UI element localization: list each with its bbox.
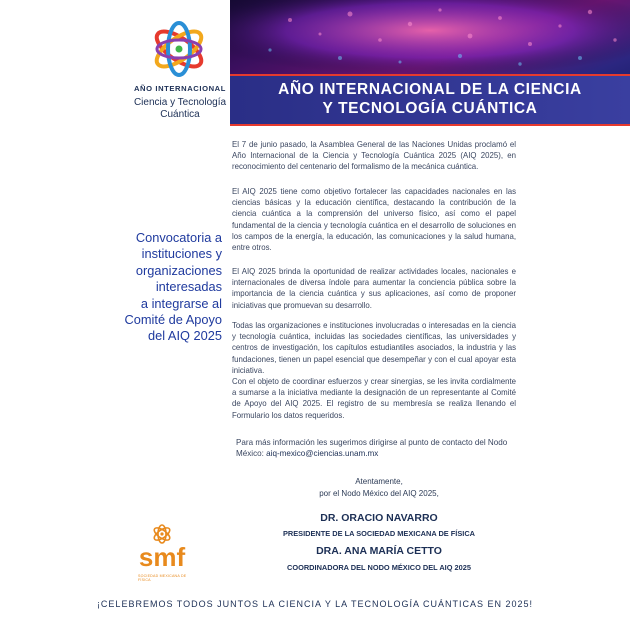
smf-wordmark: smf [138, 542, 186, 572]
call-to-action [118, 230, 222, 345]
logo-subtitle [122, 97, 238, 121]
smf-logo-icon [132, 520, 192, 572]
logo-subtitle-line2: Cuántica [160, 109, 200, 120]
signature-closing: Atentamente, [355, 477, 403, 486]
aiq-logo-icon [148, 18, 210, 80]
paragraph-intro: El 7 de junio pasado, la Asamblea General de las Naciones Unidas proclamó el Año Internacional de la Ciencia y Tecnología Cuántica 2025 (AIQ 2025), en reconocimiento del centenario del formalismo de la mecánica cuántica. [232, 140, 516, 172]
signature-on-behalf: por el Nodo México del AIQ 2025, [319, 489, 439, 498]
banner-title-line1: AÑO INTERNACIONAL DE LA CIENCIA [278, 81, 582, 98]
cta-line: a integrarse al [140, 295, 222, 311]
signatory-role-1: PRESIDENTE DE LA SOCIEDAD MEXICANA DE FÍSICA [282, 529, 476, 538]
contact-email-link[interactable]: aiq-mexico@ciencias.unam.mx [266, 449, 379, 459]
signatory-name-2: DRA. ANA MARÍA CETTO [316, 545, 442, 557]
cta-line: del AIQ 2025 [148, 328, 222, 344]
signatory-name-1: DR. ORACIO NAVARRO [320, 512, 438, 524]
paragraph-opportunity: El AIQ 2025 brinda la oportunidad de realizar actividades locales, nacionales e internacionales de diversa índole para aumentar la conciencia pública sobre la importancia de la ciencia cuántica y sus aplicaciones, así como de proponer iniciativas que promuevan su desarrollo. [232, 267, 516, 310]
contact-text: Para más información les sugerimos dirigirse al punto de contacto del Nodo México: [236, 438, 508, 459]
cta-line: organizaciones [135, 262, 222, 278]
logo-title: AÑO INTERNACIONAL [133, 84, 227, 93]
banner-light-pattern [230, 0, 630, 76]
signatory-role-2: COORDINADORA DEL NODO MÉXICO DEL AIQ 2025 [287, 563, 471, 572]
paragraph-invitation [232, 376, 516, 421]
banner-accent-line-bottom [230, 124, 630, 126]
cta-line: Comité de Apoyo [124, 312, 222, 328]
cta-line: Convocatoria a [135, 230, 222, 245]
contact-info [236, 437, 526, 460]
invitation-text-start: Con el objeto de coordinar esfuerzos y crear sinergias, se les invita cordialmente a sumarse a la iniciativa mediante la designación de un representante al Comité de Apoyo del AIQ 2025. El registro de su membresía se realiza llenando el [232, 377, 516, 409]
paragraph-objective: El AIQ 2025 tiene como objetivo fortalecer las capacidades nacionales en las ciencias básicas y la educación científica, destacando la contribución de la ciencia cuántica a la comprensión del universo físico, así como el papel fundamental de la ciencia y tecnología cuántica en el desarrollo de soluciones en los campos de la energía, la educación, las comunicaciones y la salud humana, entre otros. [232, 187, 516, 253]
cta-line: interesadas [155, 279, 222, 295]
paragraph-organizations: Todas las organizaciones e instituciones involucradas o interesadas en la ciencia y tecnología cuántica, incluidas las sociedades científicas, las universidades y centros de investigación, los capítulos estudiantiles asociados, la industria y las fundaciones, tienen un papel esencial que desempeñar y con el cual apoyar esta iniciativa. [232, 321, 516, 375]
banner-title-line2: Y TECNOLOGÍA CUÁNTICA [322, 100, 538, 117]
banner-title [236, 80, 624, 118]
logo-subtitle-line1: Ciencia y Tecnología [133, 97, 227, 108]
registration-form-link[interactable]: Formulario [232, 410, 270, 420]
footer-slogan: ¡CELEBREMOS TODOS JUNTOS LA CIENCIA Y LA TECNOLOGÍA CUÁNTICAS EN 2025! [96, 599, 534, 609]
invitation-text-end: los datos requeridos. [269, 410, 345, 420]
cta-line: instituciones y [141, 246, 222, 262]
smf-caption: SOCIEDAD MEXICANA DE FÍSICA [138, 574, 187, 582]
